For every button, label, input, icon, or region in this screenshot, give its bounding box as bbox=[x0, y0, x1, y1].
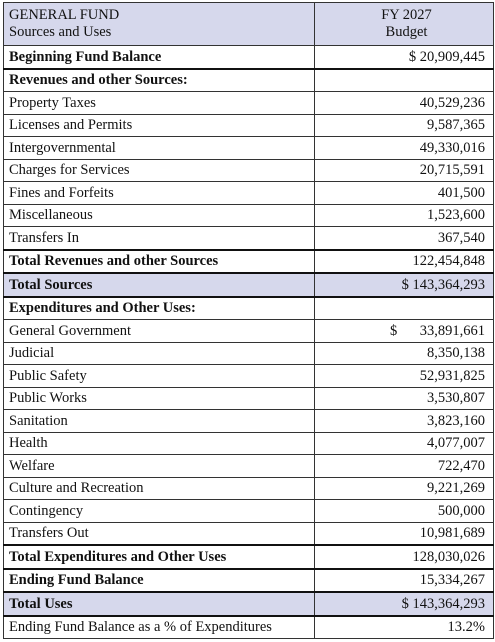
expenditure-item-label: Public Safety bbox=[4, 365, 315, 388]
total-expenditures-row bbox=[4, 545, 494, 569]
revenue-item-label: Miscellaneous bbox=[4, 204, 315, 227]
revenue-item-value bbox=[315, 92, 494, 115]
expenditure-item-value bbox=[315, 387, 494, 410]
header-title-cell bbox=[4, 3, 315, 46]
amount: 9,587,365 bbox=[427, 117, 485, 134]
expenditure-item-label: Transfers Out bbox=[4, 522, 315, 545]
revenue-item-row bbox=[4, 159, 494, 182]
total-sources-label: Total Sources bbox=[4, 273, 315, 297]
total-expenditures-value: 128,030,026 bbox=[315, 545, 494, 569]
expenditure-item-row bbox=[4, 522, 494, 545]
amount: 40,529,236 bbox=[419, 94, 485, 111]
ratio-row bbox=[4, 616, 494, 639]
expenditure-item-row bbox=[4, 432, 494, 455]
revenue-item-value bbox=[315, 159, 494, 182]
total-expenditures-label: Total Expenditures and Other Uses bbox=[4, 545, 315, 569]
amount: 3,530,807 bbox=[427, 390, 485, 407]
amount: 401,500 bbox=[437, 184, 485, 201]
expenditure-item-value bbox=[315, 432, 494, 455]
header-subtitle: Sources and Uses bbox=[9, 24, 112, 40]
amount: 4,077,007 bbox=[427, 435, 485, 452]
expenditure-item-label: Culture and Recreation bbox=[4, 477, 315, 500]
general-fund-table-sheet bbox=[3, 2, 493, 640]
revenue-item-label: Intergovernmental bbox=[4, 137, 315, 160]
expenditure-item-value bbox=[315, 342, 494, 365]
sources-and-uses-table bbox=[3, 2, 494, 639]
revenue-item-label: Charges for Services bbox=[4, 159, 315, 182]
currency-symbol: $ bbox=[390, 322, 398, 339]
expenditure-item-value bbox=[315, 477, 494, 500]
expenditure-item-label: Welfare bbox=[4, 455, 315, 478]
revenue-item-row bbox=[4, 92, 494, 115]
total-revenues-value: 122,454,848 bbox=[315, 250, 494, 274]
header-year-cell bbox=[315, 3, 494, 46]
revenue-item-value bbox=[315, 182, 494, 205]
amount: 8,350,138 bbox=[427, 345, 485, 362]
expenditure-item-row bbox=[4, 387, 494, 410]
total-revenues-label: Total Revenues and other Sources bbox=[4, 250, 315, 274]
revenue-item-row bbox=[4, 114, 494, 137]
expenditure-item-row bbox=[4, 410, 494, 433]
expenditures-section-row bbox=[4, 297, 494, 320]
expenditure-item-row bbox=[4, 365, 494, 388]
amount: 20,715,591 bbox=[419, 162, 485, 179]
amount: 9,221,269 bbox=[427, 480, 485, 497]
revenue-item-row bbox=[4, 204, 494, 227]
revenue-item-label: Property Taxes bbox=[4, 92, 315, 115]
amount: 722,470 bbox=[437, 457, 485, 474]
expenditure-item-label: Judicial bbox=[4, 342, 315, 365]
amount: 52,931,825 bbox=[419, 367, 485, 384]
expenditure-item-value bbox=[315, 410, 494, 433]
revenue-item-value bbox=[315, 114, 494, 137]
amount: 1,523,600 bbox=[427, 207, 485, 224]
total-uses-label: Total Uses bbox=[4, 592, 315, 616]
ending-balance-label: Ending Fund Balance bbox=[4, 569, 315, 593]
expenditure-item-row bbox=[4, 500, 494, 523]
total-uses-row bbox=[4, 592, 494, 616]
expenditure-item-value bbox=[315, 522, 494, 545]
expenditure-item-row bbox=[4, 477, 494, 500]
ending-balance-row bbox=[4, 569, 494, 593]
beginning-balance-label: Beginning Fund Balance bbox=[4, 46, 315, 69]
header-title: GENERAL FUND bbox=[9, 7, 120, 23]
revenues-section-label: Revenues and other Sources: bbox=[4, 69, 315, 92]
header-year: FY 2027 bbox=[381, 7, 432, 23]
amount: 3,823,160 bbox=[427, 412, 485, 429]
total-revenues-row bbox=[4, 250, 494, 274]
expenditure-item-row bbox=[4, 455, 494, 478]
revenue-item-label: Transfers In bbox=[4, 227, 315, 250]
expenditure-item-label: Public Works bbox=[4, 387, 315, 410]
revenue-item-row bbox=[4, 227, 494, 250]
beginning-balance-row bbox=[4, 46, 494, 69]
total-uses-value: $ 143,364,293 bbox=[315, 592, 494, 616]
amount: 33,891,661 bbox=[419, 322, 485, 339]
total-sources-row bbox=[4, 273, 494, 297]
amount: 10,981,689 bbox=[419, 525, 485, 542]
expenditure-item-value bbox=[315, 455, 494, 478]
revenue-items bbox=[4, 92, 494, 250]
expenditure-item-row bbox=[4, 320, 494, 343]
amount: 49,330,016 bbox=[419, 139, 485, 156]
ending-balance-value: 15,334,267 bbox=[315, 569, 494, 593]
expenditure-item-value bbox=[315, 320, 494, 343]
expenditures-section-label: Expenditures and Other Uses: bbox=[4, 297, 315, 320]
revenue-item-row bbox=[4, 182, 494, 205]
header-budget: Budget bbox=[385, 24, 428, 40]
expenditure-item-label: Contingency bbox=[4, 500, 315, 523]
revenue-item-value bbox=[315, 204, 494, 227]
expenditure-item-label: General Government bbox=[4, 320, 315, 343]
amount: 367,540 bbox=[437, 229, 485, 246]
table-header-row bbox=[4, 3, 494, 46]
expenditure-items bbox=[4, 320, 494, 546]
expenditure-item-value bbox=[315, 365, 494, 388]
revenues-section-row bbox=[4, 69, 494, 92]
expenditure-item-value bbox=[315, 500, 494, 523]
expenditure-item-label: Health bbox=[4, 432, 315, 455]
revenue-item-row bbox=[4, 137, 494, 160]
expenditure-item-row bbox=[4, 342, 494, 365]
revenue-item-label: Licenses and Permits bbox=[4, 114, 315, 137]
revenue-item-value bbox=[315, 227, 494, 250]
expenditure-item-label: Sanitation bbox=[4, 410, 315, 433]
ratio-value: 13.2% bbox=[315, 616, 494, 639]
total-sources-value: $ 143,364,293 bbox=[315, 273, 494, 297]
amount: 500,000 bbox=[437, 502, 485, 519]
beginning-balance-value: $ 20,909,445 bbox=[315, 46, 494, 69]
revenue-item-value bbox=[315, 137, 494, 160]
revenue-item-label: Fines and Forfeits bbox=[4, 182, 315, 205]
ratio-label: Ending Fund Balance as a % of Expenditures bbox=[4, 616, 315, 639]
